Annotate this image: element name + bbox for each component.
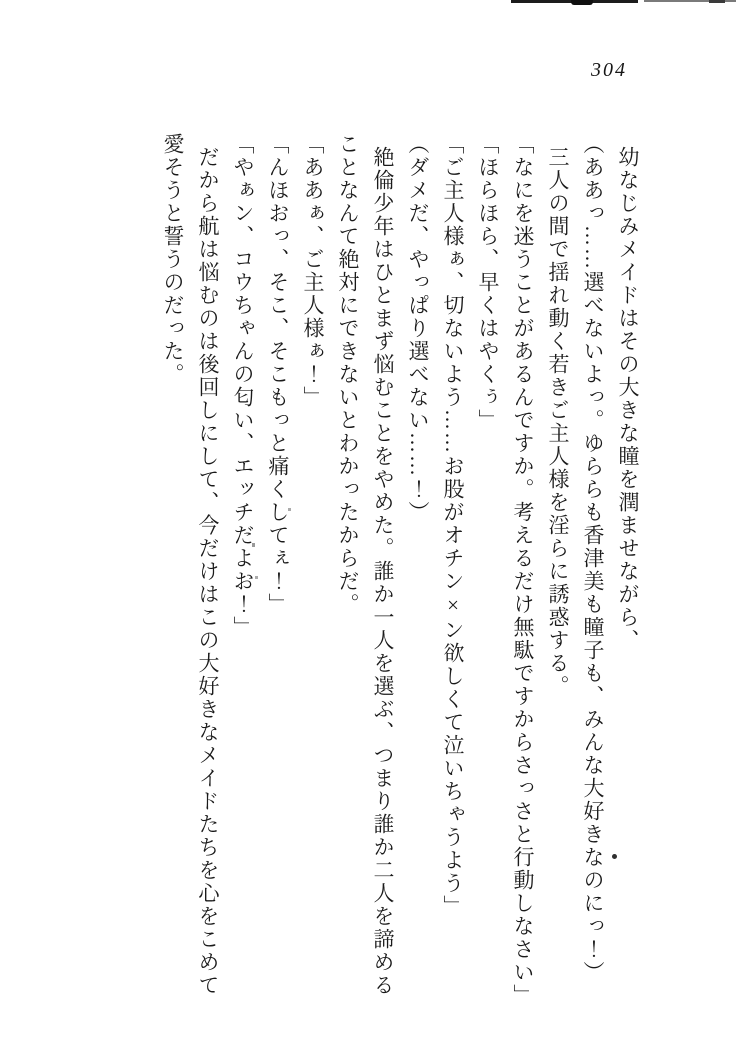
text-column: 「やぁン、コウちゃんの匂い、エッチだよお！」: [231, 133, 255, 639]
text-column: 「ほらほら、早くはやくぅ」: [476, 133, 500, 432]
text-column: 愛そうと誓うのだった。: [161, 133, 185, 386]
text-column: 幼なじみメイドはその大きな瞳を潤ませながら、: [616, 146, 640, 652]
scan-artifact-blob: [571, 0, 593, 5]
text-column: 「んほおっ、そこ、そこもっと痛くしてぇ！」: [266, 133, 290, 616]
text-column: （ああっ……選べないよっ。ゆららも香津美も瞳子も、みんな大好きなのにっ！）: [581, 133, 605, 984]
text-column: 「ご主人様ぁ、切ないよう……お股がオチン×ン欲しくて泣いちゃうよう」: [441, 133, 465, 918]
text-column: 「なにを迷うことがあるんですか。考えるだけ無駄ですからさっさと行動しなさい」: [511, 133, 535, 1007]
scan-artifact-blob: [709, 0, 725, 3]
text-column: ことなんて絶対にできないとわかったからだ。: [336, 133, 360, 616]
text-column: （ダメだ、やっぱり選べない……！）: [406, 133, 430, 524]
text-column: 絶倫少年はひとまず悩むことをやめた。誰か一人を選ぶ、つまり誰か二人を諦める: [371, 146, 395, 997]
vertical-text-block: [155, 133, 645, 1038]
text-column: だから航は悩むのは後回しにして、今だけはこの大好きなメイドたちを心をこめて: [196, 146, 220, 997]
text-column: 三人の間で揺れ動く若きご主人様を淫らに誘惑する。: [546, 146, 570, 698]
text-column: 「ああぁ、ご主人様ぁ！」: [301, 133, 325, 409]
page-number: 304: [591, 59, 627, 81]
